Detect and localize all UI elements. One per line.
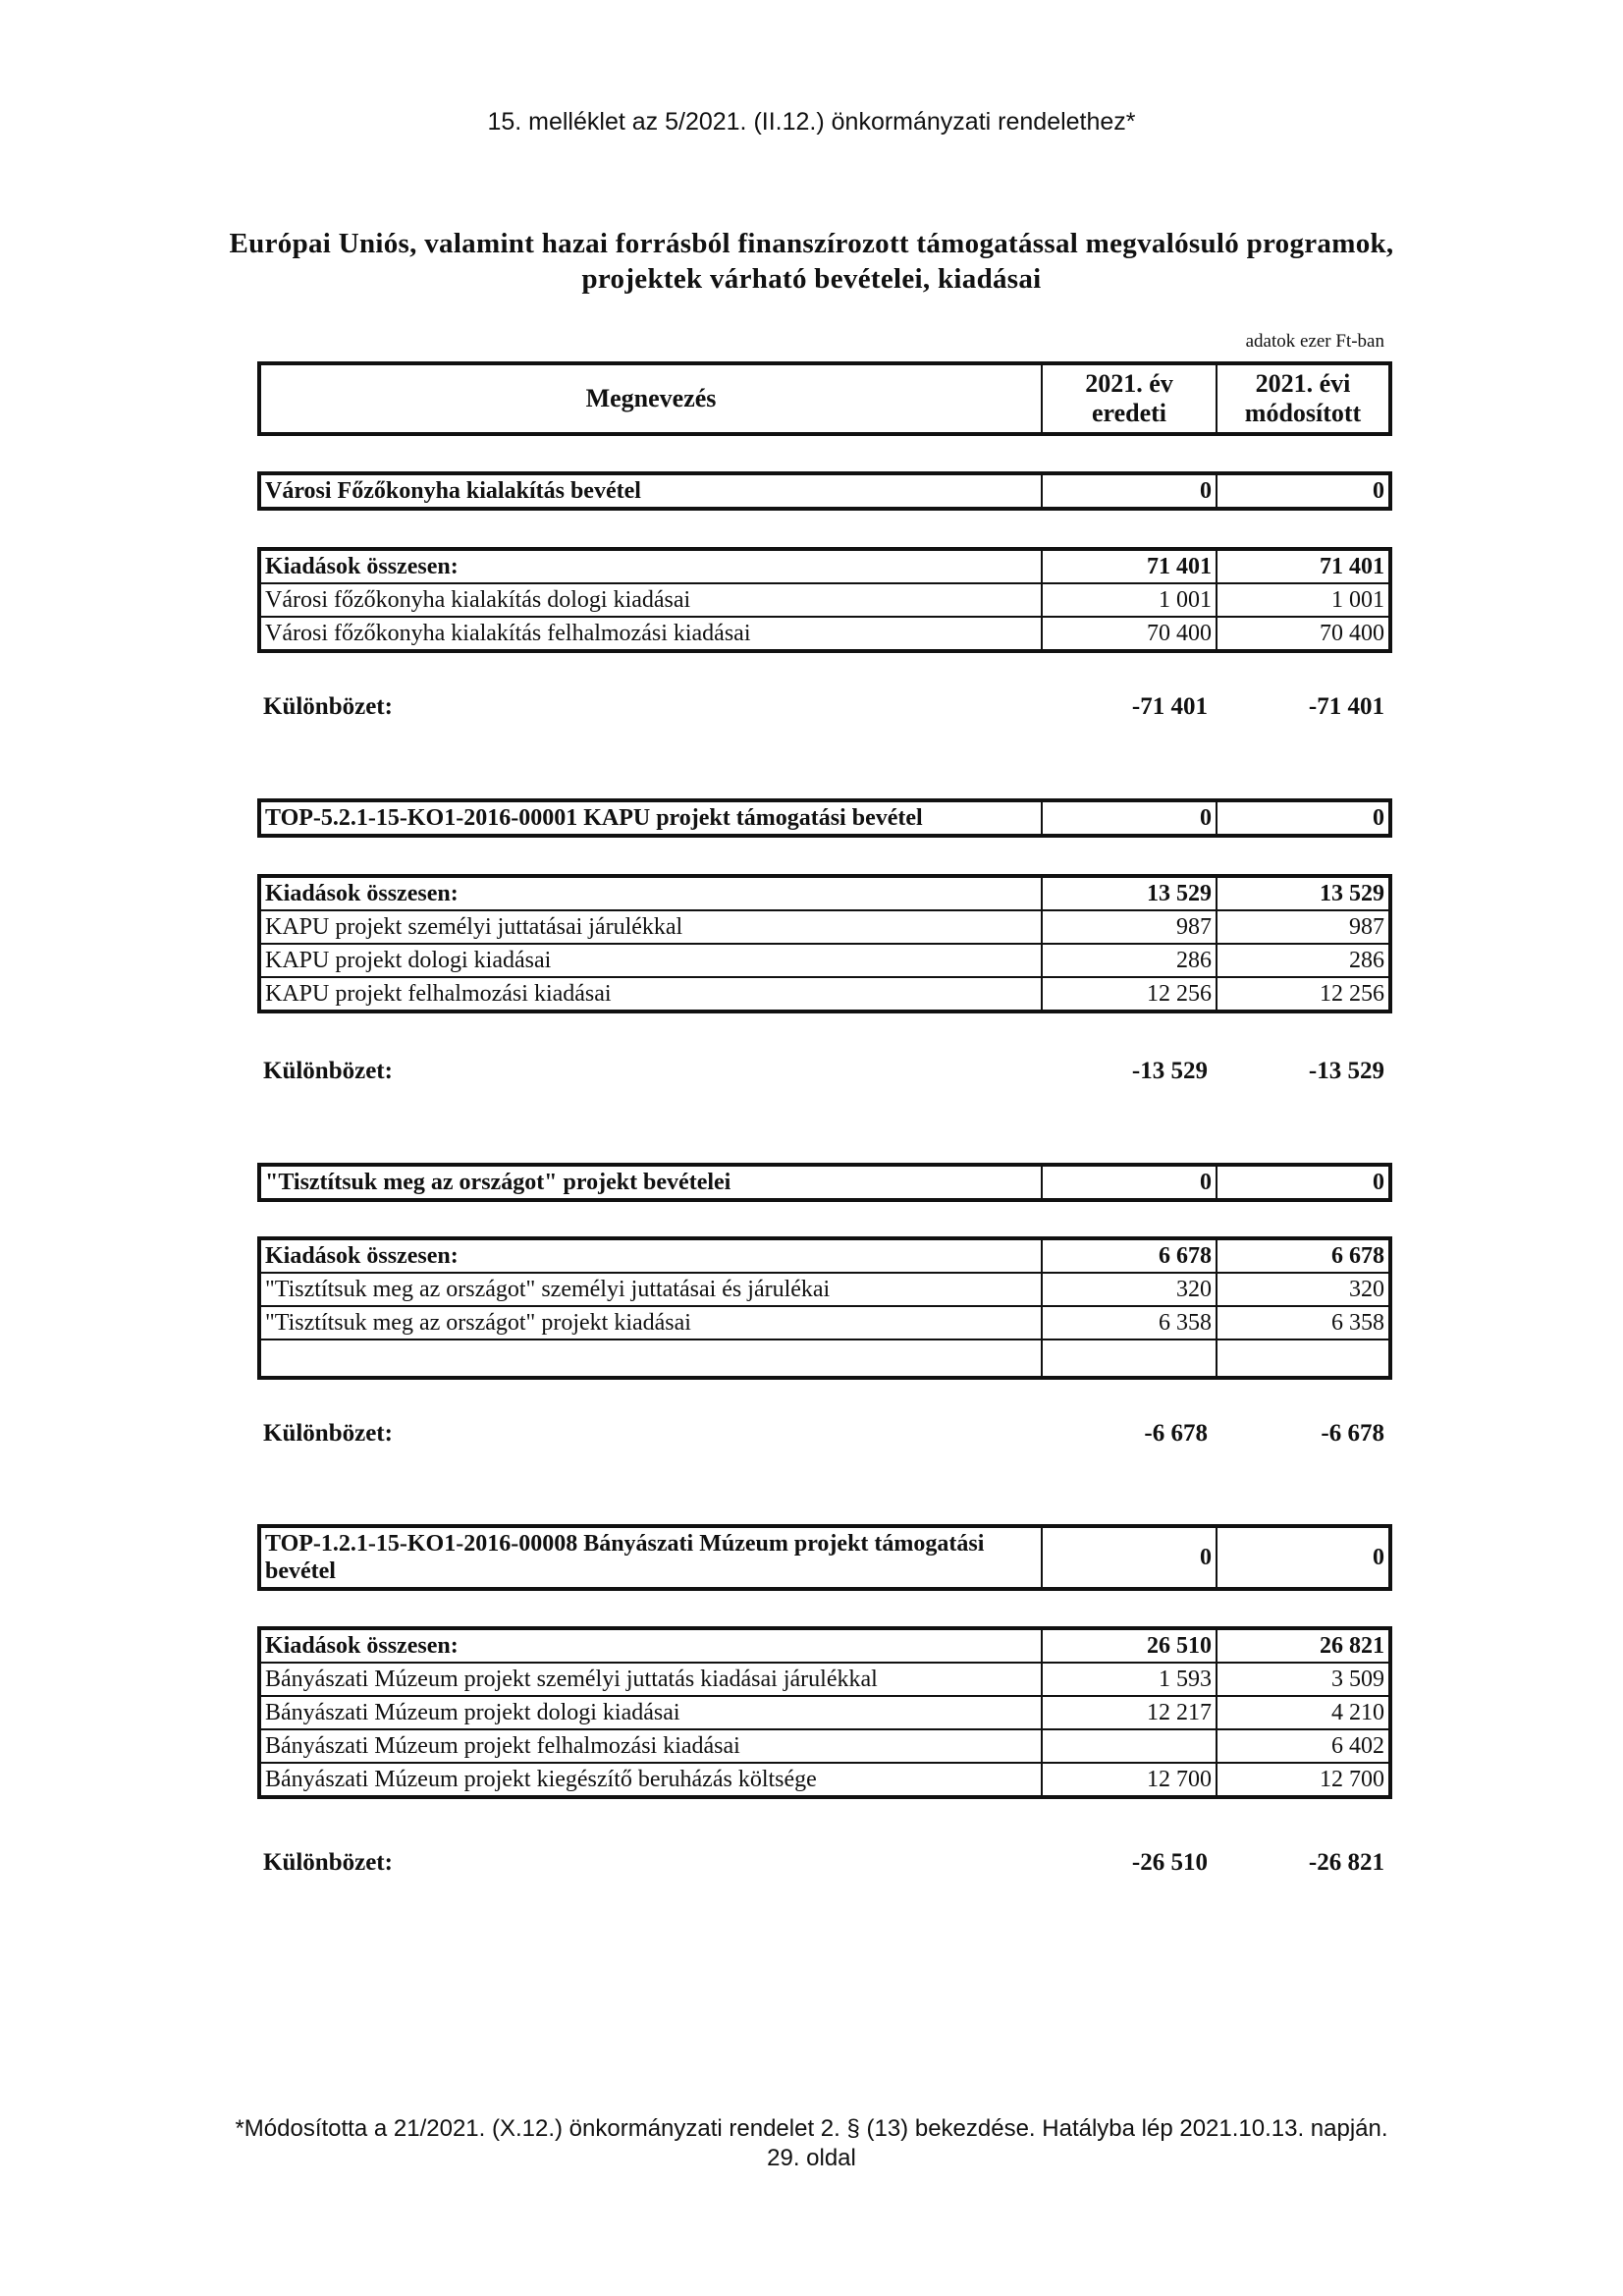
item-modified: 987: [1217, 910, 1390, 944]
difference-modified: -71 401: [1308, 693, 1384, 720]
expenses-total-original: 71 401: [1042, 549, 1217, 583]
item-modified: 3 509: [1217, 1663, 1390, 1696]
header-original-line2: eredeti: [1091, 399, 1167, 427]
unit-note: adatok ezer Ft-ban: [1245, 331, 1384, 352]
item-original: 320: [1042, 1273, 1217, 1306]
empty-cell: [1217, 1339, 1390, 1378]
empty-cell: [259, 1339, 1042, 1378]
footer-note: [0, 2114, 1623, 2173]
difference-original: -26 510: [1131, 1849, 1208, 1876]
item-original: [1042, 1729, 1217, 1763]
difference-label: Különbözet:: [263, 1420, 393, 1447]
page-number: 29. oldal: [767, 2145, 856, 2171]
expenses-total-row: [259, 1238, 1390, 1273]
item-original: 987: [1042, 910, 1217, 944]
income-label-line2: bevétel: [265, 1558, 336, 1584]
title-line-2: projektek várható bevételei, kiadásai: [581, 263, 1042, 295]
income-table-1: [257, 471, 1392, 511]
item-label: KAPU projekt felhalmozási kiadásai: [259, 977, 1042, 1011]
expenses-total-original: 6 678: [1042, 1238, 1217, 1273]
header-name: Megnevezés: [259, 363, 1042, 434]
difference-label: Különbözet:: [263, 1058, 393, 1084]
income-row: [259, 473, 1390, 509]
column-header-table: [257, 361, 1392, 436]
expenses-total-modified: 71 401: [1217, 549, 1390, 583]
income-label: TOP-5.2.1-15-KO1-2016-00001 KAPU projekt támogatási bevétel: [259, 800, 1042, 836]
table-row: [259, 944, 1390, 977]
difference-original: -71 401: [1131, 693, 1208, 720]
item-modified: 6 402: [1217, 1729, 1390, 1763]
income-table-3: [257, 1163, 1392, 1202]
expenses-total-label: Kiadások összesen:: [259, 876, 1042, 910]
difference-modified: -26 821: [1308, 1849, 1384, 1876]
item-modified: 12 700: [1217, 1763, 1390, 1797]
item-label: KAPU projekt személyi juttatásai járulékkal: [259, 910, 1042, 944]
table-row: [259, 977, 1390, 1011]
table-row: [259, 583, 1390, 617]
income-label: [259, 1526, 1042, 1589]
item-original: 1 593: [1042, 1663, 1217, 1696]
expenses-total-original: 26 510: [1042, 1628, 1217, 1663]
item-label: Városi főzőkonyha kialakítás dologi kiadásai: [259, 583, 1042, 617]
difference-label: Különbözet:: [263, 693, 393, 720]
income-modified: 0: [1217, 473, 1390, 509]
item-modified: 4 210: [1217, 1696, 1390, 1729]
item-original: 1 001: [1042, 583, 1217, 617]
header-original-line1: 2021. év: [1085, 369, 1173, 398]
income-modified: 0: [1217, 1526, 1390, 1589]
difference-modified: -6 678: [1321, 1420, 1384, 1447]
document-title: [0, 226, 1623, 297]
income-table-4: [257, 1524, 1392, 1591]
header-original: [1042, 363, 1217, 434]
item-label: Bányászati Múzeum projekt felhalmozási kiadásai: [259, 1729, 1042, 1763]
item-modified: 1 001: [1217, 583, 1390, 617]
table-row: [259, 1306, 1390, 1339]
income-original: 0: [1042, 473, 1217, 509]
item-modified: 70 400: [1217, 617, 1390, 651]
expenses-total-modified: 6 678: [1217, 1238, 1390, 1273]
income-original: 0: [1042, 800, 1217, 836]
item-modified: 320: [1217, 1273, 1390, 1306]
expenses-total-label: Kiadások összesen:: [259, 549, 1042, 583]
expenses-total-label: Kiadások összesen:: [259, 1238, 1042, 1273]
income-label: "Tisztítsuk meg az országot" projekt bevételei: [259, 1165, 1042, 1200]
expenses-total-original: 13 529: [1042, 876, 1217, 910]
header-note: 15. melléklet az 5/2021. (II.12.) önkormányzati rendelethez*: [487, 108, 1136, 136]
table-row: [259, 617, 1390, 651]
item-label: Bányászati Múzeum projekt kiegészítő beruházás költsége: [259, 1763, 1042, 1797]
expenses-table-1: [257, 547, 1392, 653]
header-modified: [1217, 363, 1390, 434]
table-row: [259, 1696, 1390, 1729]
title-line-1: Európai Uniós, valamint hazai forrásból finanszírozott támogatással megvalósuló programok,: [229, 228, 1394, 259]
item-modified: 286: [1217, 944, 1390, 977]
header-modified-line2: módosított: [1244, 399, 1362, 427]
item-original: 70 400: [1042, 617, 1217, 651]
income-row: [259, 800, 1390, 836]
item-original: 6 358: [1042, 1306, 1217, 1339]
difference-label: Különbözet:: [263, 1849, 393, 1876]
item-label: "Tisztítsuk meg az országot" személyi juttatásai és járulékai: [259, 1273, 1042, 1306]
item-modified: 6 358: [1217, 1306, 1390, 1339]
table-row: [259, 1763, 1390, 1797]
income-original: 0: [1042, 1165, 1217, 1200]
income-row: [259, 1165, 1390, 1200]
empty-cell: [1042, 1339, 1217, 1378]
table-row: [259, 1273, 1390, 1306]
item-label: Bányászati Múzeum projekt személyi juttatás kiadásai járulékkal: [259, 1663, 1042, 1696]
expenses-table-3: [257, 1236, 1392, 1380]
difference-original: -13 529: [1131, 1058, 1208, 1084]
difference-original: -6 678: [1144, 1420, 1208, 1447]
expenses-total-row: [259, 876, 1390, 910]
table-row: [259, 1729, 1390, 1763]
item-label: Bányászati Múzeum projekt dologi kiadásai: [259, 1696, 1042, 1729]
table-row: [259, 910, 1390, 944]
item-original: 12 700: [1042, 1763, 1217, 1797]
income-modified: 0: [1217, 800, 1390, 836]
item-label: "Tisztítsuk meg az országot" projekt kiadásai: [259, 1306, 1042, 1339]
expenses-total-row: [259, 549, 1390, 583]
item-label: Városi főzőkonyha kialakítás felhalmozási kiadásai: [259, 617, 1042, 651]
difference-modified: -13 529: [1308, 1058, 1384, 1084]
item-label: KAPU projekt dologi kiadásai: [259, 944, 1042, 977]
income-modified: 0: [1217, 1165, 1390, 1200]
header-modified-line1: 2021. évi: [1255, 369, 1351, 398]
income-label: Városi Főzőkonyha kialakítás bevétel: [259, 473, 1042, 509]
expenses-total-row: [259, 1628, 1390, 1663]
expenses-total-label: Kiadások összesen:: [259, 1628, 1042, 1663]
item-original: 12 256: [1042, 977, 1217, 1011]
expenses-table-4: [257, 1626, 1392, 1799]
table-row-empty: [259, 1339, 1390, 1378]
table-row: [259, 1663, 1390, 1696]
item-original: 12 217: [1042, 1696, 1217, 1729]
income-label-line1: TOP-1.2.1-15-KO1-2016-00008 Bányászati Múzeum projekt támogatási: [265, 1531, 985, 1557]
expenses-total-modified: 26 821: [1217, 1628, 1390, 1663]
footer-amendment-note: *Módosította a 21/2021. (X.12.) önkormányzati rendelet 2. § (13) bekezdése. Hatályba lép 2021.10.13. napján.: [235, 2115, 1388, 2142]
expenses-total-modified: 13 529: [1217, 876, 1390, 910]
expenses-table-2: [257, 874, 1392, 1013]
income-table-2: [257, 798, 1392, 838]
income-original: 0: [1042, 1526, 1217, 1589]
income-row: [259, 1526, 1390, 1589]
item-original: 286: [1042, 944, 1217, 977]
item-modified: 12 256: [1217, 977, 1390, 1011]
